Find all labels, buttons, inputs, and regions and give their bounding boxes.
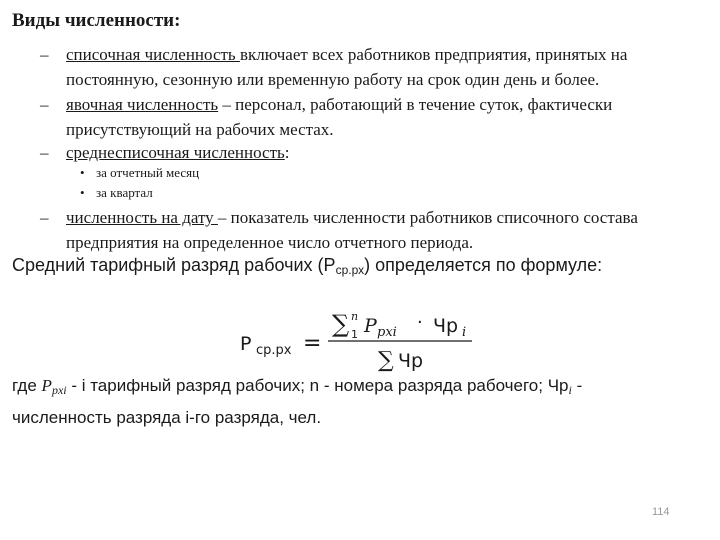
formula-mult-subscript: i xyxy=(462,325,467,340)
where-text-mid: - i тарифный разряд рабочих; n - номера разряда рабочего; Чр xyxy=(66,376,569,395)
intro-subscript: ср.рх xyxy=(335,263,365,277)
term-attendance: явочная численность xyxy=(66,95,219,114)
where-var-subscript: pxi xyxy=(51,383,67,397)
dash-marker: – xyxy=(40,95,49,114)
list-item-payroll-headcount xyxy=(40,42,700,92)
item-text: – показатель численности работников списочного состава xyxy=(217,208,638,227)
formula-var-subscript: pxi xyxy=(377,325,397,340)
bullet-marker: • xyxy=(80,165,85,180)
formula-sum: ∑ xyxy=(332,310,350,338)
formula-lhs: Р xyxy=(240,333,252,355)
item-text: включает всех работников предприятия, принятых на xyxy=(239,45,628,64)
item-line xyxy=(66,92,700,117)
formula-den-sum: ∑ xyxy=(378,348,394,373)
sub-item-text: за отчетный месяц xyxy=(96,165,200,180)
item-text: – персонал, работающий в течение суток, фактически xyxy=(218,95,613,114)
sub-item-quarter xyxy=(80,184,153,202)
dash-marker: – xyxy=(40,45,49,64)
formula-var: P xyxy=(364,315,377,337)
intro-text-end: ) определяется по формуле: xyxy=(364,255,603,275)
list-item-headcount-on-date xyxy=(40,205,700,255)
list-item-attendance-headcount xyxy=(40,92,700,142)
dash-marker: – xyxy=(40,143,49,162)
formula-explanation xyxy=(12,372,702,431)
where-var: P xyxy=(41,376,52,395)
term-average: среднесписочная численность xyxy=(66,143,285,162)
intro-text: Средний тарифный разряд рабочих (Р xyxy=(12,255,336,275)
where-text-line2: численность разряда i-го разряда, чел. xyxy=(12,408,322,427)
formula-den: Чр xyxy=(398,350,424,372)
formula-sum-lower: 1 xyxy=(351,328,358,341)
formula-equals: = xyxy=(303,331,322,356)
formula-sum-upper: n xyxy=(351,310,359,323)
item-line xyxy=(66,42,700,67)
heading: Виды численности: xyxy=(12,10,181,31)
sub-item-month xyxy=(80,164,199,182)
where-chr-subscript: i xyxy=(568,383,572,397)
item-line xyxy=(66,205,700,230)
formula-intro xyxy=(12,255,602,277)
formula-lhs-subscript: ср.рх xyxy=(256,343,292,358)
where-text: где xyxy=(12,376,42,395)
item-text-cont: присутствующий на рабочих местах. xyxy=(66,120,334,139)
bullet-marker: • xyxy=(80,185,85,200)
where-text-end: - xyxy=(571,376,583,395)
item-text-cont: постоянную, сезонную или временную работу на срок один день и более. xyxy=(66,70,600,89)
formula-dot: · xyxy=(417,312,423,333)
term-on-date: численность на дату xyxy=(66,208,218,227)
page-number: 114 xyxy=(652,506,670,518)
list-item-average-headcount xyxy=(40,140,700,165)
formula xyxy=(240,300,490,380)
term-payroll: списочная численность xyxy=(66,45,240,64)
item-text: : xyxy=(284,143,290,162)
dash-marker: – xyxy=(40,208,49,227)
formula-mult: Чр xyxy=(433,315,459,337)
sub-item-text: за квартал xyxy=(96,185,153,200)
item-line xyxy=(66,140,700,165)
item-text-cont: предприятия на определенное число отчетного периода. xyxy=(66,233,474,252)
